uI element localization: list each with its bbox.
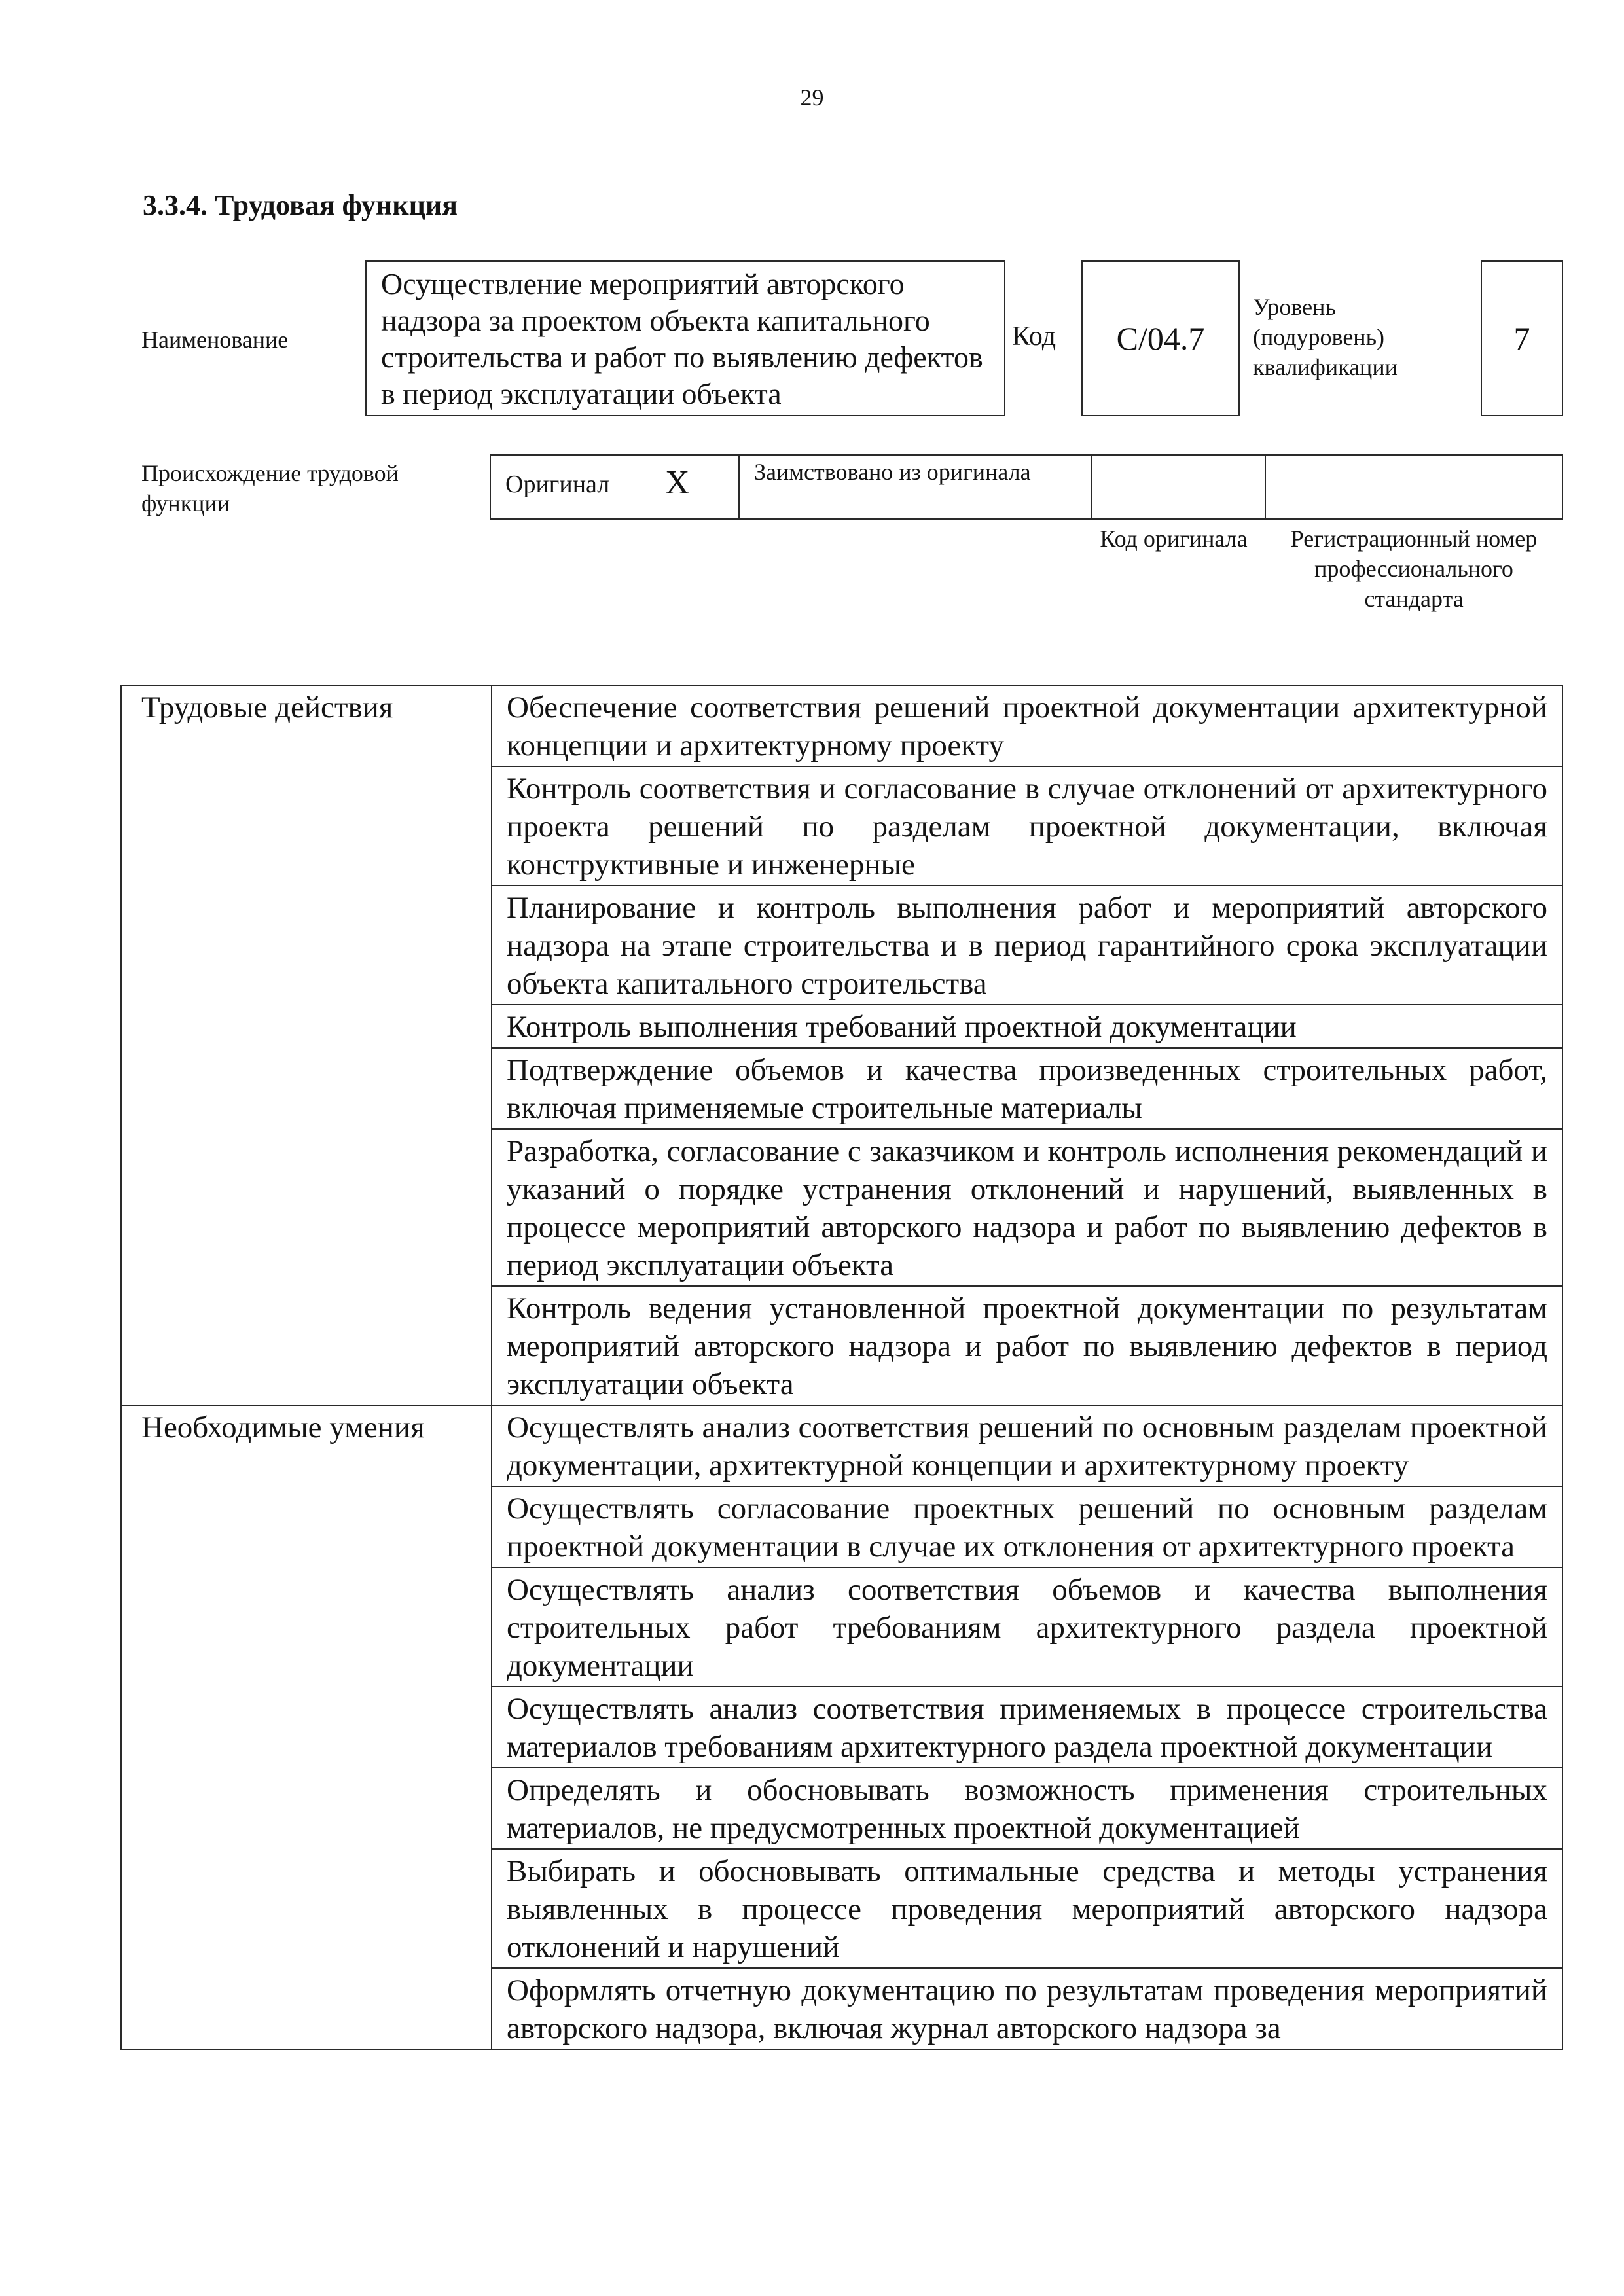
function-details-table	[120, 685, 1563, 2050]
list-item: Осуществлять согласование проектных решений по основным разделам проектной документации в случае их отклонения от архитектурного проекта	[492, 1486, 1562, 1568]
list-item: Оформлять отчетную документацию по результатам проведения мероприятий авторского надзора, включая журнал авторского надзора за	[492, 1968, 1562, 2049]
reg-number-caption: Регистрационный номер профессионального стандарта	[1290, 526, 1538, 612]
list-item: Контроль выполнения требований проектной документации	[492, 1005, 1562, 1048]
table-row	[121, 685, 1562, 766]
origin-row	[490, 454, 1563, 520]
borrowed-label: Заимствовано из оригинала	[754, 459, 1031, 485]
original-mark: Х	[665, 464, 690, 501]
page-number: 29	[800, 84, 824, 111]
list-item: Обеспечение соответствия решений проектной документации архитектурной концепции и архитектурному проекту	[492, 685, 1562, 766]
name-label: Наименование	[141, 327, 289, 353]
origin-original-cell	[491, 456, 740, 518]
table-row	[121, 1405, 1562, 1486]
code-original-cell	[1092, 456, 1266, 518]
code-box: С/04.7	[1081, 260, 1240, 416]
level-label: Уровень (подуровень) квалификации	[1253, 294, 1398, 380]
origin-label: Происхождение трудовой функции	[141, 460, 399, 516]
code-label: Код	[1012, 321, 1056, 351]
category-labor-actions: Трудовые действия	[121, 685, 492, 1405]
level-box: 7	[1481, 260, 1563, 416]
code-original-caption: Код оригинала	[1100, 526, 1248, 552]
list-item: Контроль ведения установленной проектной документации по результатам мероприятий авторского надзора и работ по выявлению дефектов в период эксплуатации объекта	[492, 1286, 1562, 1405]
list-item: Выбирать и обосновывать оптимальные средства и методы устранения выявленных в процессе проведения мероприятий авторского надзора отклонений и нарушений	[492, 1849, 1562, 1968]
list-item: Разработка, согласование с заказчиком и контроль исполнения рекомендаций и указаний о порядке устранения отклонений и нарушений, выявленных в процессе мероприятий авторского надзора и работ по выявлению дефектов в период эксплуатации объекта	[492, 1129, 1562, 1286]
list-item: Контроль соответствия и согласование в случае отклонений от архитектурного проекта решений по разделам проектной документации, включая конструктивные и инженерные	[492, 766, 1562, 886]
list-item: Определять и обосновывать возможность применения строительных материалов, не предусмотренных проектной документацией	[492, 1768, 1562, 1849]
list-item: Подтверждение объемов и качества произведенных строительных работ, включая применяемые строительные материалы	[492, 1048, 1562, 1129]
origin-borrowed-cell	[740, 456, 1092, 518]
list-item: Осуществлять анализ соответствия решений по основным разделам проектной документации, архитектурной концепции и архитектурному проекту	[492, 1405, 1562, 1486]
list-item: Осуществлять анализ соответствия объемов и качества выполнения строительных работ требованиям архитектурного раздела проектной документации	[492, 1568, 1562, 1687]
section-title: 3.3.4. Трудовая функция	[143, 189, 458, 221]
category-required-skills: Необходимые умения	[121, 1405, 492, 2049]
list-item: Планирование и контроль выполнения работ и мероприятий авторского надзора на этапе строительства и в период гарантийного срока эксплуатации объекта капитального строительства	[492, 886, 1562, 1005]
function-name-box: Осуществление мероприятий авторского надзора за проектом объекта капитального строительства и работ по выявлению дефектов в период эксплуатации объекта	[365, 260, 1005, 416]
reg-number-cell	[1266, 456, 1562, 518]
original-label: Оригинал	[505, 471, 610, 498]
list-item: Осуществлять анализ соответствия применяемых в процессе строительства материалов требованиям архитектурного раздела проектной документации	[492, 1687, 1562, 1768]
